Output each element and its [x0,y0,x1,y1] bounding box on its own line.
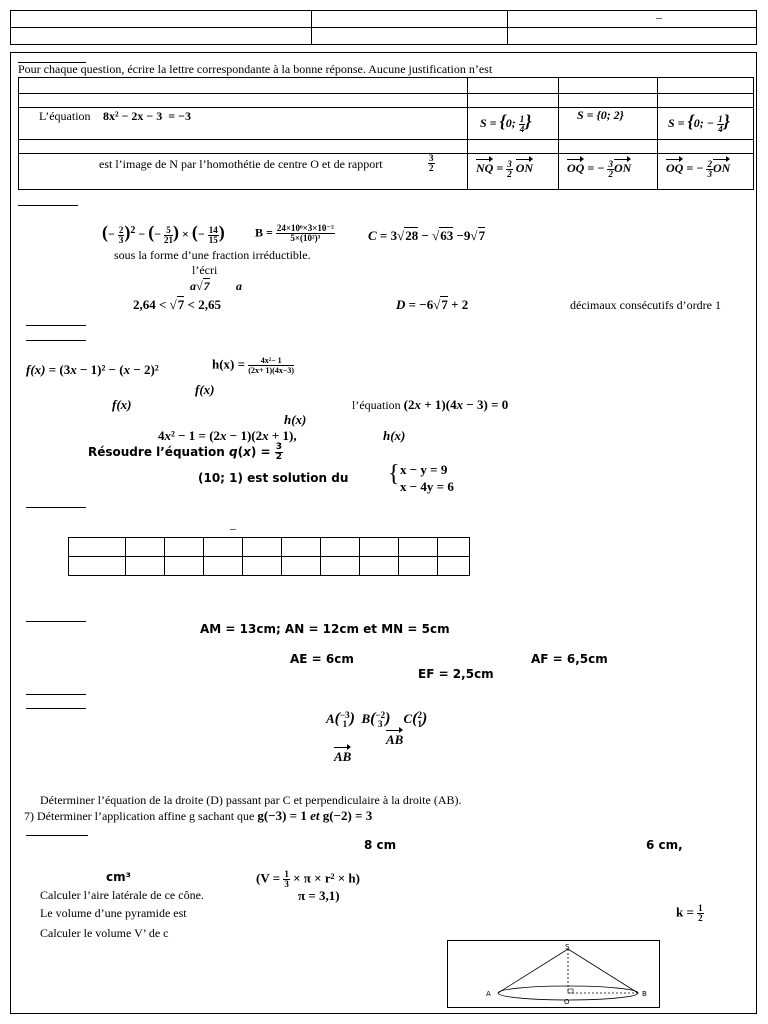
mcq-instruction: Pour chaque question, écrire la lettre correspondante à la bonne réponse. Aucune justification n’est [18,62,493,76]
ef-length: EF = 2,5cm [418,667,494,681]
section-underline [26,621,86,622]
mcq-answer-a: S = {0; $\frac{1}{4}$ } [468,108,559,140]
fx-label-1: f(x) [195,382,215,397]
h-definition: h(x) = $\frac{\text{4x²− 1}}{(2x+ 1)(4x-3)}$ [212,356,295,375]
volume-formula: (V = $\frac{1}{3}$ × π × r² × h) [256,869,360,889]
label-b: B [642,990,647,998]
header-cell [312,11,508,28]
vector-ab-2: AB [334,746,351,765]
expr-b: B = $\frac{\text{24×10⁶×3×10⁻²}}{\text{5×(10²)³}}$ [255,223,334,243]
k-value: k = $\frac{1}{2}$ [676,903,703,923]
section-underline [26,340,86,341]
pi-value: π = 3,1) [298,888,340,903]
mcq-question-1: L’équation 8x² − 2x − 3 = −3 [19,108,468,140]
f-definition: f(x) = (3x − 1)² − (x − 2)² [26,362,159,377]
mcq-answer-2b: OQ = − $\frac{3}{2}$ ON [559,154,658,190]
cone-drawing [448,941,659,1007]
header-cell [508,28,757,45]
solution-text: (10; 1) est solution du [198,471,349,485]
vprime-text: Calculer le volume V’ de c [40,926,169,940]
height-value: 8 cm [364,838,397,852]
equation-text: l’équation (2x + 1)(4x − 3) = 0 [352,397,509,412]
header-cell [312,28,508,45]
section-underline [26,694,86,695]
hx-label-1: h(x) [284,412,307,427]
section-underline [26,507,86,508]
question-7: 7) Déterminer l’application affine g sachant que g(−3) = 1 et g(−2) = 3 [24,808,373,823]
header-table [10,10,757,45]
af-length: AF = 6,5cm [531,652,608,666]
mcq-table [18,77,754,190]
mcq-question-2: est l’image de N par l’homothétie de centre O et de rapport $\frac{3}{2}$ [19,154,468,190]
label-s: S [565,943,570,951]
values-table [68,537,470,576]
irreducible-text: sous la forme d’une fraction irréductible. [114,248,311,262]
section-underline [26,708,86,709]
hx-label-2: h(x) [383,428,406,443]
fx-label-2: f(x) [112,397,132,412]
vector-ab-1: AB [386,729,403,748]
section-underline [26,325,86,326]
mcq-answer-b: S = {0; 2} [559,108,658,140]
ecri-text: l’écri [192,263,218,277]
aire-text: Calculer l’aire latérale de ce cône. [40,888,204,902]
cone-figure [447,940,660,1008]
pyramide-text: Le volume d’une pyramide est [40,906,187,920]
mcq-answer-2a: NQ = $\frac{3}{2}$ ON [468,154,559,190]
identity: 4x² − 1 = (2x − 1)(2x + 1), [158,428,297,443]
header-cell [11,28,312,45]
mcq-answer-c: S = {0; − $\frac{1}{4}$ } [658,108,754,140]
sqrt7-inequality: 2,64 < √7 < 2,65 [133,297,221,312]
label-o: O [564,998,570,1006]
header-cell [508,11,757,28]
section-underline [18,205,78,206]
ae-length: AE = 6cm [290,652,354,666]
a-sqrt7: a√7 [190,279,210,293]
question-6: Déterminer l’équation de la droite (D) passant par C et perpendiculaire à la droite (AB). [40,793,462,807]
section-underline [26,835,88,836]
points-coordinates: A( −3 1 ) B( −2 3 ) C( 2 1 ) [326,710,428,730]
expr-a: (− $\frac{2}{3}$ )$^2$ − (− $\frac{5}{21}$ ) × (− $\frac{14}{15}$ ) [102,222,225,245]
radius-value: 6 cm, [646,838,683,852]
q1-equation: 8x² − 2x − 3 = −3 [103,109,191,123]
lengths: AM = 13cm; AN = 12cm et MN = 5cm [200,622,450,636]
cm3-unit: cm³ [106,870,131,884]
mcq-answer-2c: OQ = − $\frac{2}{3}$ ON [658,154,754,190]
decimaux-text: décimaux consécutifs d’ordre 1 [570,298,721,312]
ex3-dash: – [230,521,236,535]
expr-c: C = 3√28 − √63 −9√7 [368,228,486,243]
header-cell [11,11,312,28]
resoudre-q: Résoudre l’équation q(x) = $\frac{3}{2}$ [88,442,282,462]
expr-d: D = −6√7 + 2 [396,297,469,312]
a-letter: a [236,279,242,293]
label-a: A [486,990,491,998]
header-dash: – [656,10,662,24]
